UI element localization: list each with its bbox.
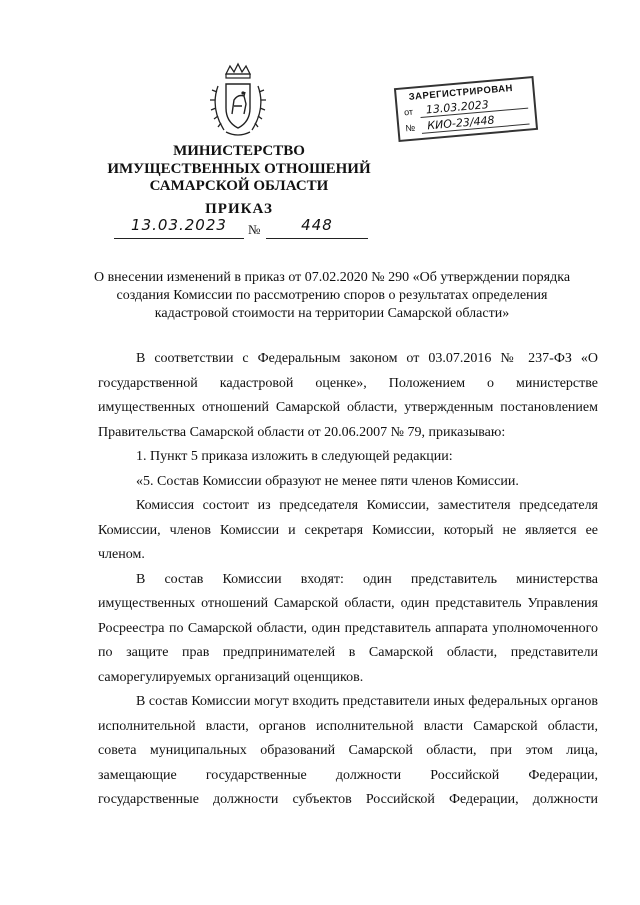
- order-title: ПРИКАЗ: [205, 201, 273, 217]
- paragraph-composition: Комиссия состоит из председателя Комиссии, заместителя председателя Комиссии, членов Комиссии и секретаря Комиссии, который не является ее членом.: [98, 498, 598, 562]
- stamp-date-value: 13.03.2023: [419, 95, 528, 118]
- ministry-line-2: ИМУЩЕСТВЕННЫХ ОТНОШЕНИЙ: [107, 160, 371, 177]
- paragraph-item-1: 1. Пункт 5 приказа изложить в следующей редакции:: [136, 449, 453, 464]
- paragraph-optional-members: В состав Комиссии могут входить представители иных федеральных органов исполнительной власти, органов исполнительной власти Самарской области, совета муниципальных образований Самарской области, при этом лица, замещающие государственные должности Российской Федерации, государственные должности субъектов Российской Федерации, должности: [98, 694, 598, 807]
- ministry-line-1: МИНИСТЕРСТВО: [173, 143, 305, 159]
- order-date: 13.03.2023: [114, 216, 244, 239]
- registration-stamp: [394, 76, 538, 142]
- order-number-label: №: [248, 222, 261, 237]
- stamp-number-label: №: [405, 122, 416, 134]
- order-body: [98, 347, 598, 813]
- order-number: 448: [266, 216, 368, 239]
- paragraph-members: В состав Комиссии входят: один представитель министерства имущественных отношений Самарской области, один представитель Управления Росреестра по Самарской области, один представитель аппарата уполномоченного по защите прав предпринимателей в Самарской области, представители саморегулируемых организаций оценщиков.: [98, 571, 598, 685]
- subject-line-2: создания Комиссии по рассмотрению споров о результатах определения: [116, 288, 548, 303]
- paragraph-preamble: В соответствии с Федеральным законом от 03.07.2016 № 237-ФЗ «О государственной кадастровой оценке», Положением о министерстве имущественных отношений Самарской области, утвержденным постановлением Правительства Самарской области от 20.06.2007 № 79, приказываю:: [98, 351, 598, 440]
- stamp-date-label: от: [403, 106, 414, 118]
- subject-line-3: кадастровой стоимости на территории Самарской области»: [154, 306, 510, 321]
- subject-line-1: О внесении изменений в приказ от 07.02.2020 № 290 «Об утверждении порядка: [93, 270, 571, 285]
- paragraph-item-5: «5. Состав Комиссии образуют не менее пяти членов Комиссии.: [136, 473, 519, 489]
- ministry-line-3: САМАРСКОЙ ОБЛАСТИ: [149, 178, 329, 194]
- coat-of-arms-emblem: [204, 60, 272, 140]
- stamp-number-value: КИО-23/448: [421, 111, 530, 134]
- order-subject: [76, 269, 588, 323]
- ministry-name: [96, 143, 382, 196]
- stamp-title: ЗАРЕГИСТРИРОВАН: [408, 82, 514, 103]
